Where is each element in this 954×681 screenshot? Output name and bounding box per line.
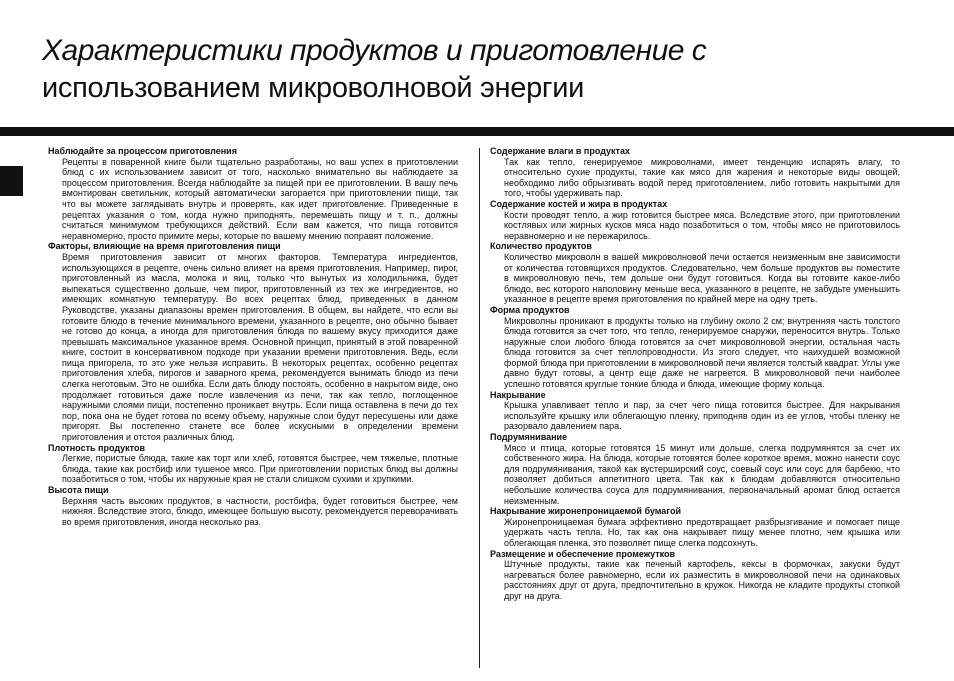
page-title-line-1: Характеристики продуктов и приготовление с (42, 34, 707, 67)
section-covering (490, 390, 900, 432)
section-food-density (48, 443, 458, 485)
section-heading: Наблюдайте за процессом приготовления (48, 146, 237, 156)
section-heading: Подрумянивание (490, 432, 568, 443)
section-text: Кости проводят тепло, а жир готовится быстрее мяса. Вследствие этого, при приготовлении костлявых или жирных кусков мяса надо позаботиться о том, чтобы мясо не приготовилось неравномерно и не пережарилось. (504, 209, 900, 241)
section-heading: Форма продуктов (490, 304, 570, 315)
left-column (48, 146, 458, 527)
section-text: Жиронепроницаемая бумага эффективно предотвращает разбрызгивание и помогает пище удержать часть тепла. Но, так как она накрывает пищу менее плотно, чем крышка или облегающая пленка, это позволяет пище слегка подсохнуть. (504, 516, 900, 548)
section-heading: Содержание костей и жира в продуктах (490, 198, 668, 209)
section-moisture-content (490, 146, 900, 199)
section-wax-paper-covering (490, 506, 900, 548)
chapter-tab-marker (0, 166, 23, 196)
page-title-line-2: использованием микроволновой энергии (42, 72, 584, 104)
section-watch-cooking (48, 146, 458, 241)
right-column (490, 146, 900, 602)
section-text: Крышка улавливает тепло и пар, за счет чего пища готовится быстрее. Для накрывания используйте крышку или облегающую пленку, приподняв один из ее углов, чтобы пленку не разорвало давлением пара. (504, 400, 900, 432)
section-food-shape (490, 305, 900, 390)
section-text: Так как тепло, генерируемое микроволнами, имеет тенденцию испарять влагу, то относительно сухие продукты, такие как мясо для жарения и некоторые виды овощей, необходимо либо обрызгивать водой перед приготовлением, либо готовить накрытыми для того, чтобы удерживать пар. (504, 156, 900, 199)
section-text: Рецепты в поваренной книге были тщательно разработаны, но ваш успех в приготовлении блюд с их использованием зависит от того, насколько внимательно вы наблюдаете за процессом приготовления. Всегда наблюдайте за пищей при ее приготовлении. В вашу печь вмонтирован светильник, который автоматически загорается при приготовлении пищи, так что вы можете заглядывать внутрь и проверять, как идет приготовление. Приведенные в рецептах указания о том, когда нужно приподнять, перемешать пищу и т. п., должны считаться минимумом требующихся действий. Если вам кажется, что пища готовится неравномерно, просто примите меры, которые по вашему мнению поправят положение. (62, 156, 458, 241)
section-bone-fat-content (490, 199, 900, 241)
section-heading: Факторы, влияющие на время приготовления пищи (48, 241, 281, 252)
section-browning (490, 432, 900, 506)
section-heading: Накрывание жиронепроницаемой бумагой (490, 506, 681, 517)
section-heading: Содержание влаги в продуктах (490, 146, 630, 156)
header-rule (0, 127, 954, 136)
section-text: Мясо и птица, которые готовятся 15 минут или дольше, слегка подрумянятся за счет их собственного жира. На блюда, которые готовятся более короткое время, можно нанести соус для подрумянивания, такой как вустерширский соус, соевый соус или соус для барбекю, что позволяет добиться аппетитного цвета. Так как к блюдам добавляются относительно небольшие количества соуса для подрумянивания, первоначальный аромат блюд остается неизменным. (504, 442, 900, 506)
section-food-height (48, 485, 458, 527)
section-heading: Накрывание (490, 389, 546, 400)
section-heading: Высота пищи (48, 485, 109, 495)
column-divider (479, 148, 480, 668)
section-text: Штучные продукты, такие как печеный картофель, кексы в формочках, закуски будут нагреваться более равномерно, если их разместить в микроволновой печи на одинаковых расстояниях друг от друга, предпочтительно в кружок. Никогда не кладите продукты стопкой друг на друга. (504, 559, 900, 601)
section-heading: Размещение и обеспечение промежутков (490, 548, 676, 559)
section-text: Верхняя часть высоких продуктов, в частности, ростбифа, будет готовиться быстрее, чем нижняя. Вследствие этого, блюдо, имеющее большую высоту, рекомендуется переворачивать во время приготовления, иногда несколько раз. (62, 495, 458, 527)
section-heading: Количество продуктов (490, 241, 592, 252)
section-text: Время приготовления зависит от многих факторов. Температура ингредиентов, использующихся в рецепте, очень сильно влияет на время приготовления. Например, пирог, приготовленный из масла, молока и яиц, только что вынутых из холодильника, будет выпекаться существенно дольше, чем пирог, приготовленный из тех же ингредиентов, но имеющих комнатную температуру. Во всех рецептах блюд, приведенных в данном Руководстве, указаны диапазоны времен приготовления. В общем, вы найдете, что если вы готовите блюдо в течение минимального времени, указанного в рецепте, оно обычно бывает не готово до конца, а иногда для приготовления блюда по вашему вкусу приходится даже превышать максимальное указанное время. Основной принцип, принятый в этой поваренной книге, состоит в консервативном подходе при указании времени приготовления. Ведь, если пища пригорела, то это уже нельзя исправить. В некоторых рецептах, особенно рецептах приготовления хлеба, пирогов и заварного крема, рекомендуется вынимать блюдо из печи слегка неготовым. Это не ошибка. Если дать блюду постоять, особенно в накрытом виде, оно продолжает готовиться даже после извлечения из печи, так как тепло, поглощенное наружными слоями пищи, постепенно проникает внутрь. Если пища оставлена в печи до тех пор, пока она не будет готова по всему объему, наружные слои будут пересушены или даже пригорят. Вы постепенно станете все более искусными в определении времени приготовления и отстоя различных блюд. (62, 251, 458, 443)
section-heading: Плотность продуктов (48, 442, 145, 453)
section-cooking-time-factors (48, 241, 458, 442)
section-arrangement-spacing (490, 549, 900, 602)
section-text: Количество микроволн в вашей микроволновой печи остается неизменным вне зависимости от количества готовящихся продуктов. Следовательно, чем больше продуктов вы поместите в микроволновую печь, тем дольше они будут готовиться. Когда вы готовите какое-либо блюдо, вес которого наполовину меньше веса, указанного в рецепте, не забудьте уменьшить указанное в рецепте время приготовления по крайней мере на одну треть. (504, 251, 900, 305)
section-text: Легкие, пористые блюда, такие как торт или хлеб, готовятся быстрее, чем тяжелые, плотные блюда, такие как ростбиф или тушеное мясо. При приготовлении пористых блюд вы должны позаботиться о том, чтобы их наружные края не стали слишком сухими и хрупкими. (62, 453, 458, 485)
section-text: Микроволны проникают в продукты только на глубину около 2 см; внутренняя часть толстого блюда готовится за счет того, что тепло, генерируемое снаружи, переносится внутрь. Только наружные слои любого блюда готовятся за счет микроволновой энергии, остальная часть блюда готовится за счет теплопроводности. Из этого следует, что наихудшей возможной формой блюда при приготовлении в микроволновой печи является толстый квадрат. Углы уже давно будут готовы, а центр еще даже не нагреется. В микроволновой печи наиболее успешно готовятся круглые тонкие блюда и блюда, имеющие форму кольца. (504, 315, 900, 390)
section-food-quantity (490, 241, 900, 305)
